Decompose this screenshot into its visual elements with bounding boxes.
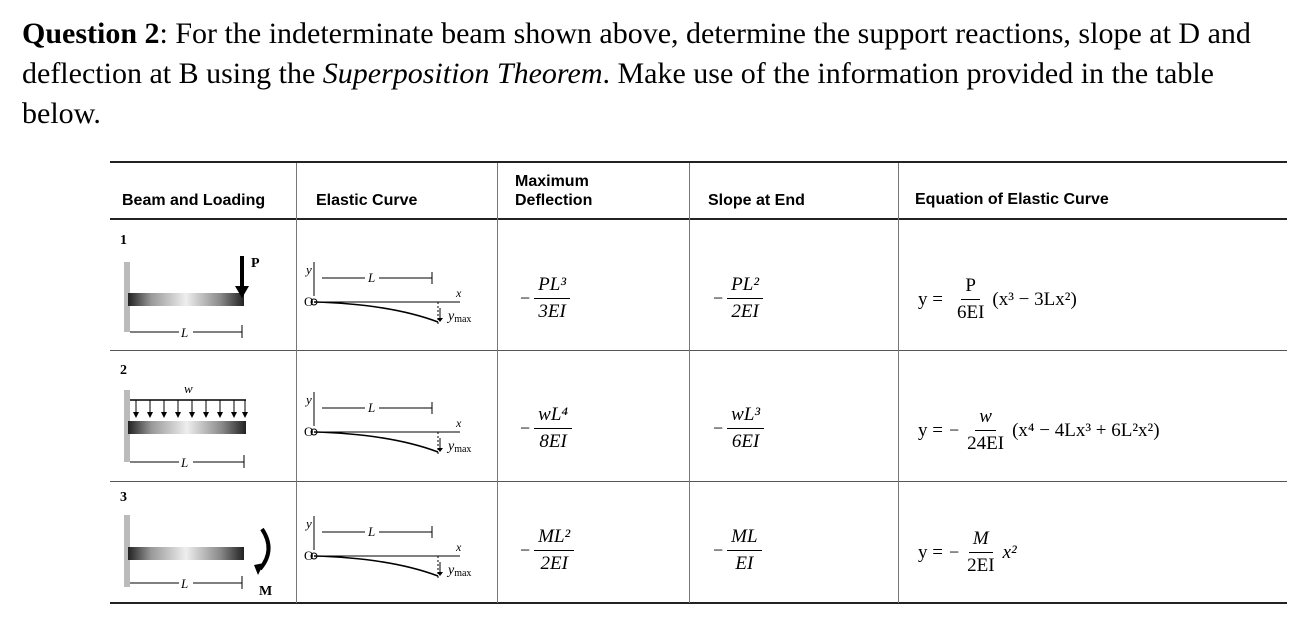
question-body-1: : For the indeterminate beam shown above, determine the support reactions, slope at D and deflection at B using the	[22, 17, 1251, 90]
load-label-w: w	[184, 381, 193, 396]
beam-diagram-distributed-load	[114, 380, 284, 475]
question-theorem: Superposition Theorem	[322, 57, 603, 90]
load-label-m: M	[259, 584, 273, 599]
svg-text:ymax: ymax	[448, 309, 472, 325]
row1-bottom-rule	[110, 350, 1287, 351]
span-label: L	[181, 455, 189, 470]
header-slope: Slope at End	[708, 192, 805, 209]
question-text	[22, 14, 1284, 134]
svg-text:y: y	[306, 516, 312, 531]
svg-text:O: O	[304, 548, 314, 563]
slope-formula: − $\frac{\text{PL²}}{2EI}$	[713, 274, 763, 323]
span-label: L	[181, 325, 189, 340]
header-elastic-curve: Elastic Curve	[316, 192, 418, 209]
max-deflection-formula: − $\frac{\text{ML²}}{2EI}$	[520, 526, 574, 575]
elastic-curve-equation: y = $\frac{P}{6EI}$ (x³ − 3Lx²)	[918, 275, 1077, 323]
col-divider-2	[497, 163, 498, 603]
moment-arrow	[260, 529, 269, 569]
svg-text:y: y	[306, 392, 312, 407]
row2-bottom-rule	[110, 481, 1287, 482]
col-divider-4	[898, 163, 899, 603]
slope-formula: − $\frac{ML}{EI}$	[713, 526, 762, 575]
header-bottom-rule	[110, 218, 1287, 220]
svg-text:x: x	[456, 540, 462, 554]
load-label-p: P	[251, 256, 260, 271]
svg-text:O: O	[304, 424, 314, 439]
table-bottom-rule	[110, 602, 1287, 604]
beam-bar	[128, 293, 244, 306]
svg-text:O: O	[304, 294, 314, 309]
col-divider-3	[689, 163, 690, 603]
table-top-rule	[110, 161, 1287, 163]
col-divider-1	[296, 163, 297, 603]
header-max-deflection-1: Maximum	[515, 173, 589, 190]
svg-text:x: x	[456, 416, 462, 430]
header-equation: Equation of Elastic Curve	[915, 191, 1109, 208]
beam-bar	[128, 421, 246, 434]
elastic-curve-row2	[300, 388, 495, 463]
svg-text:y: y	[306, 262, 312, 277]
elastic-curve-row1	[300, 258, 495, 333]
max-deflection-formula: − $\frac{\text{wL⁴}}{8EI}$	[520, 404, 572, 453]
span-label: L	[181, 576, 189, 591]
svg-text:x: x	[456, 286, 462, 300]
svg-text:L: L	[368, 524, 376, 539]
slope-formula: − $\frac{\text{wL³}}{6EI}$	[713, 404, 764, 453]
beam-diagram-end-moment	[114, 505, 284, 602]
distributed-load-arrows	[133, 400, 248, 418]
question-label: Question 2	[22, 17, 160, 50]
beam-bar	[128, 547, 244, 560]
elastic-curve-row3	[300, 512, 495, 587]
row-number: 1	[120, 233, 127, 248]
max-deflection-formula: − $\frac{\text{PL³}}{3EI}$	[520, 274, 570, 323]
svg-text:L: L	[368, 400, 376, 415]
question-body-2: . Make use of the information provided in the table below.	[22, 57, 1214, 130]
elastic-curve-equation: y = − $\frac{M}{2EI}$ x²	[918, 528, 1017, 576]
beam-diagram-point-load	[114, 250, 284, 345]
svg-text:ymax: ymax	[448, 439, 472, 455]
header-max-deflection-2: Deflection	[515, 192, 593, 209]
row-number: 3	[120, 490, 127, 505]
svg-text:L: L	[368, 270, 376, 285]
row-number: 2	[120, 363, 127, 378]
elastic-curve-equation: y = − $\frac{w}{24EI}$ (x⁴ − 4Lx³ + 6L²x²)	[918, 406, 1160, 454]
svg-text:ymax: ymax	[448, 563, 472, 579]
header-beam-loading: Beam and Loading	[122, 192, 266, 209]
